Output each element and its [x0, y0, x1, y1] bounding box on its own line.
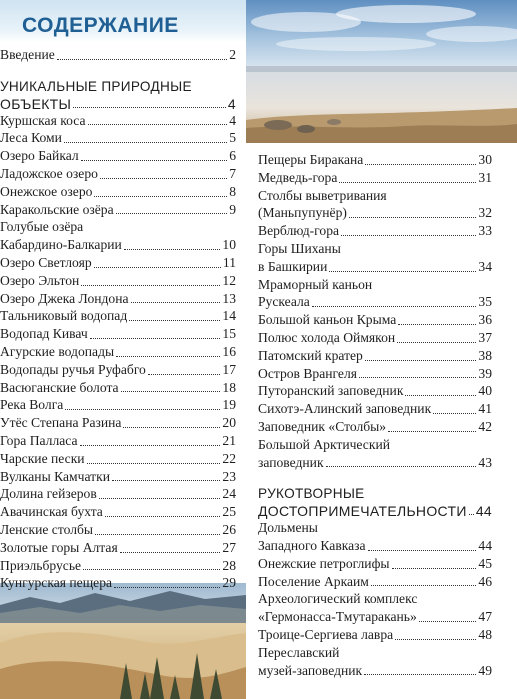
dot-leader: [359, 377, 476, 378]
dot-leader: [349, 217, 477, 218]
dot-leader: [405, 395, 476, 396]
toc-page-number: 14: [222, 308, 236, 324]
dot-leader: [329, 271, 476, 272]
toc-entry-label: Озеро Джека Лондона: [0, 290, 129, 306]
toc-entry[interactable]: [258, 608, 492, 626]
dot-leader: [112, 480, 220, 481]
toc-page-number: 4: [229, 112, 236, 128]
toc-entry-section2[interactable]: ДОСТОПРИМЕЧАТЕЛЬНОСТИ 44: [258, 503, 492, 520]
toc-entry-label: Куршская коса: [0, 112, 86, 128]
toc-page-number: 49: [478, 662, 492, 678]
toc-left-column: [0, 46, 236, 592]
toc-entry[interactable]: [0, 272, 236, 290]
toc-entry-label-line1: Горы Шиханы: [258, 240, 341, 256]
toc-page-number: 41: [478, 401, 492, 417]
toc-entry-label: Водопад Кивач: [0, 326, 88, 342]
toc-entry[interactable]: [258, 382, 492, 400]
toc-entry[interactable]: [0, 165, 236, 183]
toc-entry[interactable]: [258, 662, 492, 680]
toc-entry-label: Вулканы Камчатки: [0, 468, 110, 484]
dot-leader: [65, 409, 220, 410]
toc-entry[interactable]: [0, 432, 236, 450]
toc-entry[interactable]: [258, 204, 492, 222]
toc-entry-label: Сихотэ-Алинский заповедник: [258, 401, 432, 417]
toc-entry[interactable]: [0, 574, 236, 592]
toc-entry-label: Золотые горы Алтая: [0, 539, 118, 555]
toc-entry[interactable]: [258, 347, 492, 365]
toc-entry-label: Пещеры Биракана: [258, 152, 364, 167]
toc-page-number: 37: [478, 329, 492, 345]
toc-entry-label: заповедник: [258, 454, 324, 470]
dot-leader: [81, 160, 228, 161]
toc-page-number: 47: [478, 609, 492, 625]
toc-page-number: 44: [478, 537, 492, 553]
toc-entry-label: Озеро Светлояр: [0, 254, 92, 270]
toc-entry-label: Леса Коми: [0, 130, 62, 146]
dot-leader: [116, 356, 220, 357]
toc-page-number: 42: [478, 418, 492, 434]
toc-entry-label: Медведь-гора: [258, 169, 338, 185]
toc-entry-label-line1: Столбы выветривания: [258, 187, 387, 203]
section-heading-manmade: РУКОТВОРНЫЕ: [258, 486, 365, 502]
toc-entry[interactable]: [0, 236, 236, 254]
toc-entry-label: Полюс холода Оймякон: [258, 329, 396, 345]
toc-entry[interactable]: [0, 396, 236, 414]
toc-page-number: 36: [478, 312, 492, 328]
dot-leader: [90, 338, 221, 339]
toc-entry-label: (Маньпупунёр): [258, 205, 347, 221]
dot-leader: [131, 302, 221, 303]
toc-page-number: 9: [229, 201, 236, 217]
toc-entry[interactable]: [0, 503, 236, 521]
toc-entry-label: Остров Врангеля: [258, 365, 358, 381]
toc-entry[interactable]: [258, 573, 492, 591]
toc-entry[interactable]: [0, 325, 236, 343]
dot-leader: [105, 516, 221, 517]
dot-leader: [433, 413, 476, 414]
toc-entry[interactable]: [258, 537, 492, 555]
dot-leader: [368, 550, 477, 551]
toc-entry-label: Утёс Степана Разина: [0, 415, 122, 431]
toc-entry-label: Большой каньон Крыма: [258, 312, 397, 328]
dot-leader: [312, 306, 477, 307]
dot-leader: [388, 431, 476, 432]
toc-page-number: 18: [222, 379, 236, 395]
dunes-photo: [0, 583, 246, 699]
toc-entry[interactable]: [258, 626, 492, 644]
toc-entry[interactable]: [258, 258, 492, 276]
toc-right-column: [258, 151, 492, 679]
toc-page-number: 40: [478, 383, 492, 399]
toc-entry-label: Ленские столбы: [0, 521, 94, 537]
dot-leader: [365, 360, 477, 361]
toc-entry-label: Гора Палласа: [0, 432, 78, 448]
toc-entry-label: Ладожское озеро: [0, 165, 98, 181]
dot-leader: [395, 639, 476, 640]
toc-page-number: 24: [222, 486, 236, 502]
toc-list-manmade: [258, 519, 492, 679]
toc-page-number: 11: [222, 254, 236, 270]
dot-leader: [339, 182, 476, 183]
toc-page-number: 34: [478, 258, 492, 274]
toc-page-number: 20: [222, 415, 236, 431]
toc-page-number: 8: [229, 183, 236, 199]
toc-entry[interactable]: [0, 557, 236, 575]
dot-leader: [371, 585, 476, 586]
toc-entry[interactable]: [258, 222, 492, 240]
dot-leader: [326, 466, 477, 467]
toc-entry-label: Васюганские болота: [0, 379, 119, 395]
toc-entry-label: Агурские водопады: [0, 343, 115, 359]
toc-page-number: 7: [229, 165, 236, 181]
dot-leader: [114, 587, 220, 588]
salt-lake-photo: [246, 0, 517, 143]
toc-entry[interactable]: [258, 169, 492, 187]
dot-leader: [73, 107, 226, 108]
toc-entry[interactable]: [0, 307, 236, 325]
dot-leader: [64, 142, 227, 143]
toc-entry[interactable]: [258, 555, 492, 573]
toc-entry[interactable]: [0, 290, 236, 308]
toc-page-number: 12: [222, 272, 236, 288]
toc-page-number: 23: [222, 468, 236, 484]
dot-leader: [100, 178, 227, 179]
toc-page-number: 5: [229, 130, 236, 146]
toc-entry-label: Авачинская бухта: [0, 504, 103, 520]
toc-entry-label: Озеро Эльтон: [0, 272, 80, 288]
dot-leader: [397, 342, 476, 343]
toc-page-number: 38: [478, 347, 492, 363]
toc-entry[interactable]: [0, 254, 236, 272]
toc-page-number: 45: [478, 555, 492, 571]
toc-entry-label: Путоранский заповедник: [258, 383, 404, 399]
toc-page-number: 26: [222, 521, 236, 537]
toc-page-number: 19: [222, 397, 236, 413]
toc-page-number: 6: [229, 148, 236, 164]
dot-leader: [398, 324, 476, 325]
toc-entry-intro[interactable]: Введение 2: [0, 47, 236, 62]
toc-page-number: 31: [478, 169, 492, 185]
dot-leader: [88, 124, 228, 125]
toc-list-natural-continued: [258, 151, 492, 471]
toc-page-number: 30: [478, 152, 492, 167]
toc-entry-label: Заповедник «Столбы»: [258, 418, 387, 434]
dot-leader: [80, 445, 221, 446]
toc-entry[interactable]: [0, 201, 236, 219]
toc-page-number: 29: [222, 575, 236, 591]
toc-entry-label: Троице-Сергиева лавра: [258, 626, 394, 642]
toc-entry-label: Кунгурская пещера: [0, 575, 113, 591]
toc-page-number: 21: [222, 432, 236, 448]
dot-leader: [392, 568, 477, 569]
toc-entry-label-line1: Голубые озёра: [0, 219, 84, 235]
dot-leader: [120, 552, 221, 553]
toc-entry-label: Водопады ручья Руфабго: [0, 361, 146, 377]
toc-page-number: 22: [222, 450, 236, 466]
dot-leader: [94, 196, 227, 197]
toc-entry[interactable]: [0, 414, 236, 432]
toc-entry-label: Онежские петроглифы: [258, 555, 390, 571]
page-title: СОДЕРЖАНИЕ: [22, 14, 179, 37]
toc-page-number: 43: [478, 454, 492, 470]
toc-entry[interactable]: [258, 293, 492, 311]
toc-page-number: 10: [222, 237, 236, 253]
dot-leader: [419, 621, 477, 622]
toc-entry-label: Чарские пески: [0, 450, 85, 466]
toc-entry-label: Долина гейзеров: [0, 486, 97, 502]
dot-leader: [148, 374, 221, 375]
toc-entry-label: Каракольские озёра: [0, 201, 114, 217]
dot-leader: [121, 391, 221, 392]
toc-entry[interactable]: [0, 112, 236, 130]
toc-entry[interactable]: [258, 418, 492, 436]
dot-leader: [469, 514, 474, 515]
dot-leader: [94, 267, 221, 268]
toc-entry-label: Поселение Аркаим: [258, 573, 369, 589]
toc-page-number: 39: [478, 365, 492, 381]
toc-page-number: 32: [478, 205, 492, 221]
toc-entry-label: Кабардино-Балкарии: [0, 237, 122, 253]
toc-page-number: 16: [222, 343, 236, 359]
toc-entry[interactable]: [0, 468, 236, 486]
dot-leader: [124, 249, 221, 250]
section-heading-natural: УНИКАЛЬНЫЕ ПРИРОДНЫЕ: [0, 78, 192, 94]
toc-page-number: 33: [478, 223, 492, 239]
toc-list-natural: [0, 112, 236, 593]
toc-page-number: 13: [222, 290, 236, 306]
toc-entry-label-line1: Мраморный каньон: [258, 276, 373, 292]
toc-entry-label: музей-заповедник: [258, 662, 363, 678]
toc-entry-label-line1: Археологический комплекс: [258, 591, 418, 607]
toc-entry[interactable]: [0, 129, 236, 147]
dot-leader: [99, 498, 221, 499]
toc-entry-label: Озеро Байкал: [0, 148, 79, 164]
toc-page-number: 28: [222, 557, 236, 573]
toc-entry[interactable]: [0, 361, 236, 379]
toc-entry-label-line1: Дольмены: [258, 520, 318, 536]
dot-leader: [364, 674, 476, 675]
toc-entry[interactable]: [258, 329, 492, 347]
toc-entry-label: в Башкирии: [258, 258, 328, 274]
dot-leader: [116, 213, 228, 214]
toc-entry-label: Тальниковый водопад: [0, 308, 128, 324]
dot-leader: [81, 285, 220, 286]
toc-entry[interactable]: [258, 454, 492, 472]
toc-entry-label: Западного Кавказа: [258, 537, 366, 553]
toc-entry[interactable]: [0, 379, 236, 397]
toc-entry[interactable]: [0, 521, 236, 539]
dot-leader: [341, 235, 476, 236]
dot-leader: [87, 463, 221, 464]
dot-leader: [365, 164, 476, 165]
toc-page-number: 17: [222, 361, 236, 377]
toc-entry-label: Верблюд-гора: [258, 223, 340, 239]
toc-entry-label: Рускеала: [258, 294, 310, 310]
toc-entry-section1[interactable]: ОБЪЕКТЫ 4: [0, 95, 236, 112]
dot-leader: [123, 427, 220, 428]
toc-entry[interactable]: [258, 151, 492, 169]
toc-entry-label: Патомский кратер: [258, 347, 363, 363]
dot-leader: [129, 320, 220, 321]
toc-page-number: 35: [478, 294, 492, 310]
toc-page-number: 27: [222, 539, 236, 555]
toc-entry-label-line1: Большой Арктический: [258, 436, 390, 452]
toc-entry[interactable]: [0, 539, 236, 557]
toc-page-number: 15: [222, 326, 236, 342]
toc-entry-label: Онежское озеро: [0, 183, 93, 199]
toc-entry[interactable]: [0, 485, 236, 503]
toc-entry[interactable]: [0, 343, 236, 361]
toc-entry-label-line1: Переславский: [258, 644, 340, 660]
toc-entry-label: «Гермонасса-Тмутаракань»: [258, 609, 417, 625]
dot-leader: [57, 59, 227, 60]
toc-entry[interactable]: [258, 400, 492, 418]
toc-entry[interactable]: [0, 450, 236, 468]
dot-leader: [83, 569, 220, 570]
toc-entry[interactable]: [258, 311, 492, 329]
toc-entry[interactable]: [0, 147, 236, 165]
toc-page-number: 25: [222, 504, 236, 520]
toc-entry[interactable]: [258, 365, 492, 383]
toc-entry[interactable]: [0, 183, 236, 201]
toc-entry-label: Приэльбрусье: [0, 557, 82, 573]
toc-page-number: 46: [478, 573, 492, 589]
dot-leader: [95, 534, 220, 535]
toc-entry-label: Река Волга: [0, 397, 64, 413]
toc-page-number: 48: [478, 626, 492, 642]
